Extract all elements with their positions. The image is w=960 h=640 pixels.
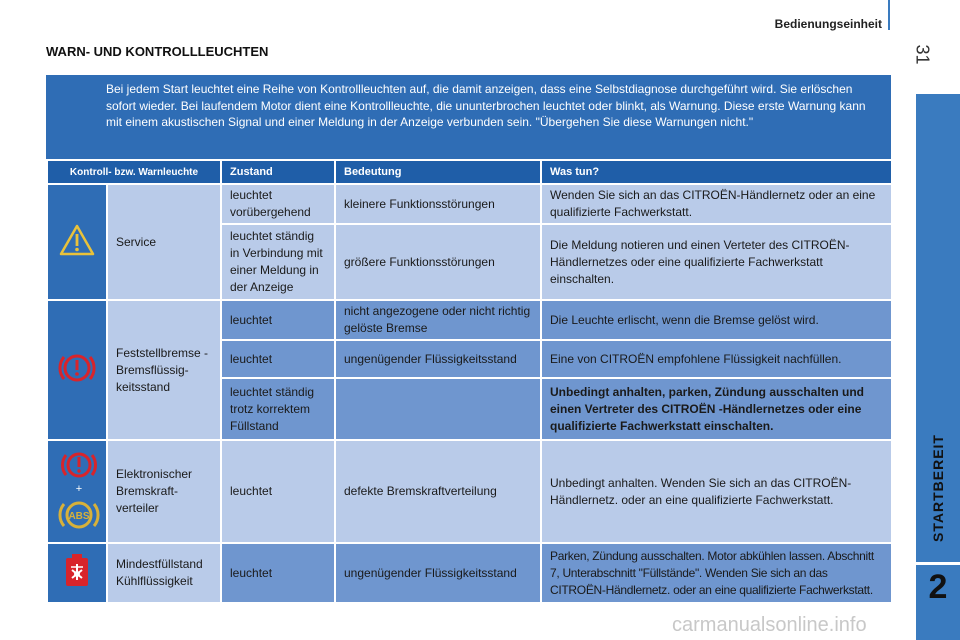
table-header-row (47, 160, 892, 184)
meaning-cell: defekte Bremskraftverteilung (335, 440, 541, 543)
state-cell: leuchtet ständig in Verbindung mit einer Meldung in der Anzeige (221, 224, 335, 300)
page-number: 31 (912, 44, 933, 65)
coolant-level-icon (62, 552, 92, 590)
action-cell: Wenden Sie sich an das CITROËN-Händlernetz oder an eine qualifizierte Fachwerkstatt. (541, 184, 892, 224)
warning-lights-table (46, 159, 893, 604)
chapter-side-label (918, 420, 958, 560)
service-warning-triangle-icon (59, 223, 95, 257)
abs-icon (60, 503, 98, 527)
header-divider (888, 0, 890, 30)
brake-warning-icon (57, 348, 97, 388)
state-cell: leuchtet (221, 300, 335, 340)
state-cell: leuchtet (221, 340, 335, 378)
service-label: Service (107, 184, 221, 300)
meaning-cell: ungenügender Flüssigkeitsstand (335, 543, 541, 603)
table-row (47, 543, 892, 603)
service-icon-cell (47, 184, 107, 300)
state-cell: leuchtet vorübergehend (221, 184, 335, 224)
action-cell: Parken, Zündung ausschalten. Motor abkühlen lassen. Abschnitt 7, Unterabschnitt "Füllstände". Wenden Sie sich an das CITROËN-Händlernetz. oder an eine qualifizierte Fachwerkstatt. (541, 543, 892, 603)
chapter-divider (916, 562, 960, 565)
parking-brake-label: Feststellbremse - Bremsflüssig-keitsstand (107, 300, 221, 440)
action-cell: Unbedingt anhalten. Wenden Sie sich an das CITROËN-Händlernetz. oder an eine qualifizierte Fachwerkstatt. (541, 440, 892, 543)
section-heading: WARN- UND KONTROLLLEUCHTEN (46, 44, 269, 59)
brake-plus-abs-icon (56, 443, 102, 535)
chapter-number: 2 (928, 568, 948, 606)
coolant-label: Mindestfüllstand Kühlflüssigkeit (107, 543, 221, 603)
meaning-cell: kleinere Funktionsstörungen (335, 184, 541, 224)
meaning-cell: größere Funktionsstörungen (335, 224, 541, 300)
ebd-icon-cell (47, 440, 107, 543)
column-header-meaning: Bedeutung (335, 160, 541, 184)
brake-warning-icon (62, 454, 95, 476)
table-row (47, 184, 892, 224)
action-cell: Unbedingt anhalten, parken, Zündung ausschalten und einen Vertreter des CITROËN -Händlernetzes oder eine qualifizierte Fachwerkstatt einschalten. (541, 378, 892, 440)
action-cell: Die Meldung notieren und einen Verteter des CITROËN-Händlernetzes oder eine qualifizierte Fachwerkstatt einschalten. (541, 224, 892, 300)
brake-icon-cell (47, 300, 107, 440)
ebd-label: Elektronischer Bremskraft-verteiler (107, 440, 221, 543)
state-cell: leuchtet (221, 440, 335, 543)
table-row (47, 440, 892, 543)
action-cell: Die Leuchte erlischt, wenn die Bremse gelöst wird. (541, 300, 892, 340)
table-row (47, 300, 892, 340)
intro-box: Bei jedem Start leuchtet eine Reihe von Kontrollleuchten auf, die damit anzeigen, dass eine Selbstdiagnose durchgeführt wird. Sie erlöschen sofort wieder. Bei laufendem Motor dient eine Kontrollleuchte, die ununterbrochen leuchtet oder blinkt, als Warnung. Diese erste Warnung kann mit einem akustischen Signal und einer Meldung in der Anzeige verbunden sein. "Übergehen Sie diese Warnungen nicht." (46, 75, 891, 159)
plus-sign: + (75, 483, 83, 495)
meaning-cell: nicht angezogene oder nicht richtig gelöste Bremse (335, 300, 541, 340)
page-header-title: Bedienungseinheit (774, 17, 882, 31)
meaning-cell (335, 378, 541, 440)
state-cell: leuchtet (221, 543, 335, 603)
column-header-light: Kontroll- bzw. Warnleuchte (47, 160, 221, 184)
meaning-cell: ungenügender Flüssigkeitsstand (335, 340, 541, 378)
watermark: carmanualsonline.info (672, 614, 867, 636)
coolant-icon-cell (47, 543, 107, 603)
action-cell: Eine von CITROËN empfohlene Flüssigkeit nachfüllen. (541, 340, 892, 378)
column-header-state: Zustand (221, 160, 335, 184)
chapter-title: STARTBEREIT (930, 434, 946, 542)
svg-text:ABS: ABS (68, 511, 90, 522)
state-cell: leuchtet ständig trotz korrektem Füllstand (221, 378, 335, 440)
column-header-action: Was tun? (541, 160, 892, 184)
